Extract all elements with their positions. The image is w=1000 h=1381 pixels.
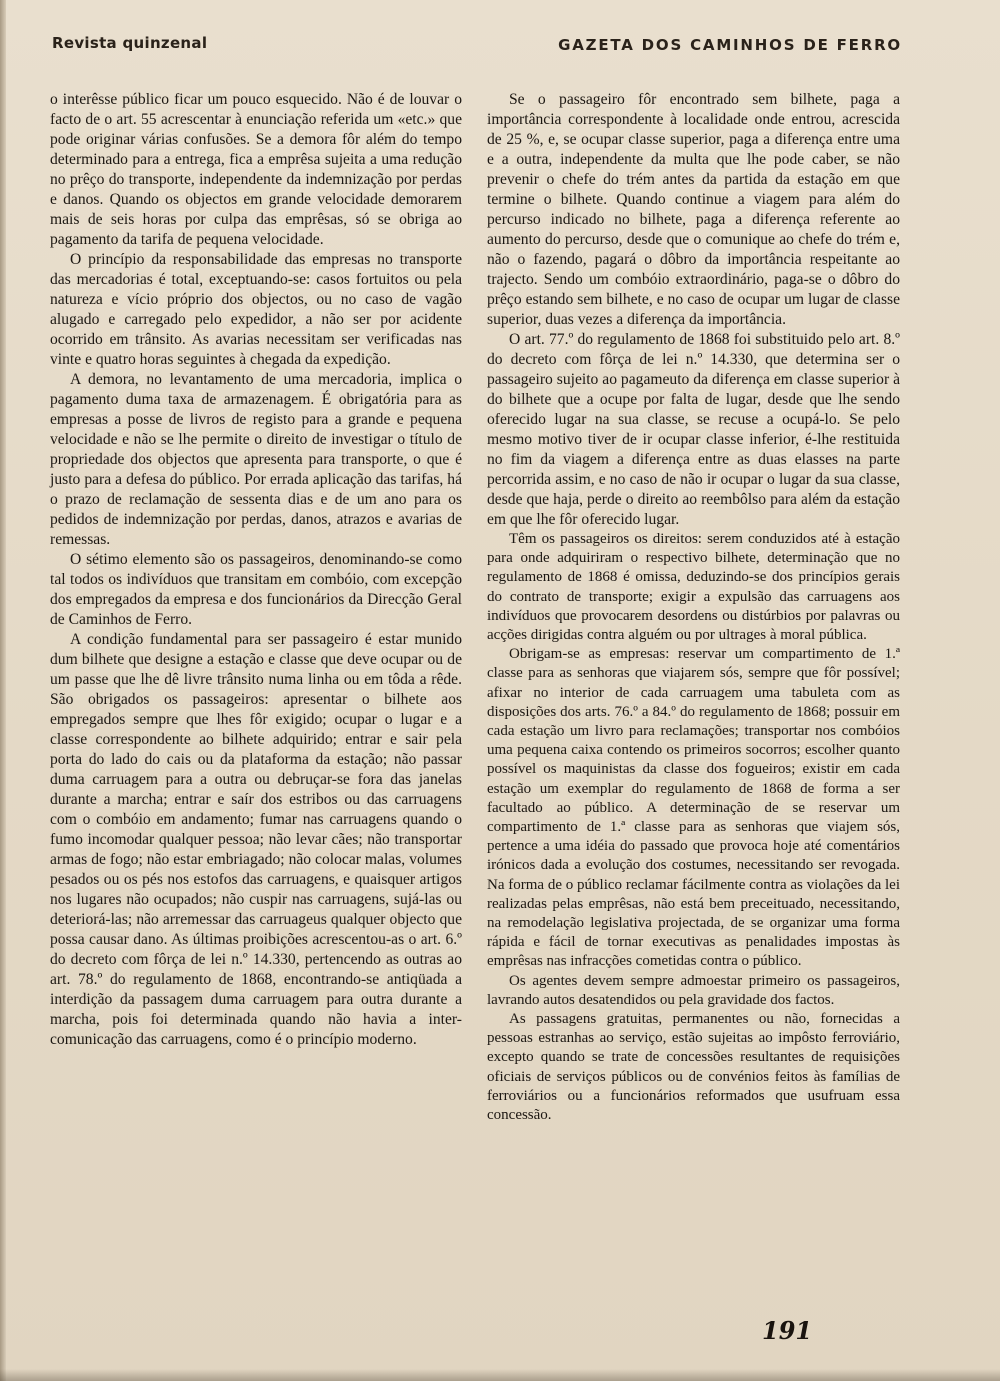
paragraph: A condição fundamental para ser passageiro é estar munido dum bilhete que designe a estação e classe que deve ocupar ou de um passe que lhe dê livre trânsito numa linha ou em tôda a rêde. São obrigados os passageiros: apresentar o bilhete aos empregados sempre que lhes fôr exigido; ocupar o lugar e a classe correspondente ao bilhete adquirido; entrar e sair pela porta do lado do cais ou da plataforma da estação; não passar duma carruagem para a outra ou debruçar-se fora das janelas durante a marcha; entrar e saír dos estribos ou das carruagens com o combóio em andamento; fumar nas carruagens quando o fumo incomodar qualquer pessoa; não levar cães; não transportar armas de fogo; não estar embriagado; não colocar malas, volumes pesados ou os pés nos estofos das carruagens, e quaisquer artigos nos lugares não ocupados; não cuspir nas carruagens, sujá-las ou deteriorá-las; não arremessar das carruageus qualquer objecto que possa causar dano. As últimas proibições acrescentou-as o art. 6.º do decreto com fôrça de lei n.º 14.330, pertencendo as outras ao art. 78.º do regulamento de 1868, encontrando-se antiqüada a interdição da passagem duma carruagem para outra durante a marcha, pois foi determinada quando não havia a inter-comunicação das carruagens, como é o princípio moderno.: [50, 631, 462, 1048]
paragraph: o interêsse público ficar um pouco esquecido. Não é de louvar o facto de o art. 55 acrescentar à enunciação referida um «etc.» que pode originar várias confusões. Se a demora fôr além do tempo determinado para a entrega, fica a emprêsa sujeita a uma redução no prêço do transporte, independente da indemnização por perdas e danos. Quando os objectos em grande velocidade demorarem mais de seis horas por culpa das emprêsas, só se obriga ao pagamento da tarifa de pequena velocidade.: [50, 91, 462, 248]
paragraph: Obrigam-se as empresas: reservar um compartimento de 1.ª classe para as senhoras que viajarem sós, sempre que fôr possível; afixar no interior de cada carruagem uma tabuleta com as disposições dos arts. 76.º a 84.º do regulamento de 1868; possuir em cada estação um livro para reclamações; transportar nos combóios uma pequena caixa contendo os primeiros socorros; escolher quanto possível os maquinistas da classe dos fogueiros; existir em cada estação um exemplar do regulamento de 1868 de forma a ser facultado ao público. A determinação de se reservar um compartimento de 1.ª classe para as senhoras que viajem sós, pertence a uma idéia do passado que provoca hoje até comentários irónicos dada a evolução dos costumes, necessitando ser revogada. Na forma de o público reclamar fácilmente contra as violações da lei realizadas pelas emprêsas, não está bem preceituado, necessitando, na remodelação legislativa projectada, de se organizar uma forma rápida e fácil de tornar executivas as penalidades impostas às emprêsas nas infracções cometidas contra o público.: [487, 646, 900, 970]
paragraph: A demora, no levantamento de uma mercadoria, implica o pagamento duma taxa de armazenagem. É obrigatória para as empresas a posse de livros de registo para a grande e pequena velocidade e não se lhe permite o direito de investigar o título de propriedade dos objectos que apresenta para transporte, o que é justo para a defesa do público. Por errada aplicação das tarifas, há o prazo de reclamação de sessenta dias e de um ano para os pedidos de indemnização por perdas, danos, atrazos e avarias de remessas.: [50, 371, 462, 548]
running-header: [52, 30, 902, 56]
dense-text-block: [487, 530, 900, 1125]
paragraph: O art. 77.º do regulamento de 1868 foi substituido pelo art. 8.º do decreto com fôrça de lei n.º 14.330, que determina ser o passageiro sujeito ao pagameuto da diferença em classe superior à do bilhete que a ocupe por falta de lugar, desde que lhe sendo oferecido lugar na sua classe, se recuse a ocupá-lo. Se pelo mesmo motivo tiver de ir ocupar classe inferior, é-lhe restituida no fim da viagem a diferença entre as duas elasses na parte percorrida assim, e no caso de não ir ocupar o lugar da sua classe, desde que haja, perde o direito ao reembôlso para além da estação em que lhe fôr oferecido lugar.: [487, 331, 900, 528]
paragraph: O princípio da responsabilidade das empresas no transporte das mercadorias é total, exceptuando-se: casos fortuitos ou pela natureza e vício próprio dos objectos, ou no caso de vagão alugado e carregado pelo expedidor, a não ser por acidente ocorrido em trânsito. As avarias necessitam ser verificadas nas vinte e quatro horas seguintes à chegada da expedição.: [50, 251, 462, 368]
paragraph: As passagens gratuitas, permanentes ou não, fornecidas a pessoas estranhas ao serviço, estão sujeitas ao impôsto ferroviário, excepto quando se trate de concessões resultantes de requisições oficiais de serviços públicos ou de convénios feitos às famílias de ferroviários ou a funcionários reformados que usufruam essa concessão.: [487, 1011, 900, 1124]
page-edge: [0, 0, 6, 1381]
page-number: 191: [762, 1316, 813, 1345]
right-column: [487, 90, 900, 1125]
paragraph: Os agentes devem sempre admoestar primeiro os passageiros, lavrando autos desatendidos ou pela gravidade dos factos.: [487, 972, 900, 1008]
header-left-title: Revista quinzenal: [52, 34, 208, 52]
left-column: [50, 90, 462, 1050]
page-bottom-shadow: [0, 1369, 1000, 1381]
paragraph: Têm os passageiros os direitos: serem conduzidos até à estação para onde adquiriram o respectivo bilhete, determinação que no regulamento de 1868 é omissa, deduzindo-se dos princípios gerais do contrato de transporte; exigir a expulsão das carruagens aos indivíduos que provocarem desordens ou distúrbios por palavras ou acções dirigidas contra alguém ou por ultrages à moral pública.: [487, 531, 900, 644]
paragraph: Se o passageiro fôr encontrado sem bilhete, paga a importância correspondente à localidade onde entrou, acrescida de 25 %, e, se ocupar classe superior, paga a diferença entre uma e a outra, independente da multa que lhe pode caber, se não prevenir o chefe do trém antes da partida da estação em que termine o bilhete. Quando continue a viagem para além do percurso indicado no bilhete, paga a diferença referente ao aumento do percurso, desde que o comunique ao chefe do trém e, não o fazendo, pagará o dôbro da importância respeitante ao trajecto. Sendo um combóio extraordinário, paga-se o dôbro do prêço estando sem bilhete, e no caso de ocupar um lugar de classe superior, duas vezes a diferença da importância.: [487, 91, 900, 328]
header-right-title: GAZETA DOS CAMINHOS DE FERRO: [558, 36, 902, 54]
paragraph: O sétimo elemento são os passageiros, denominando-se como tal todos os indivíduos que transitam em combóio, com excepção dos empregados da empresa e dos funcionários da Direcção Geral de Caminhos de Ferro.: [50, 551, 462, 628]
